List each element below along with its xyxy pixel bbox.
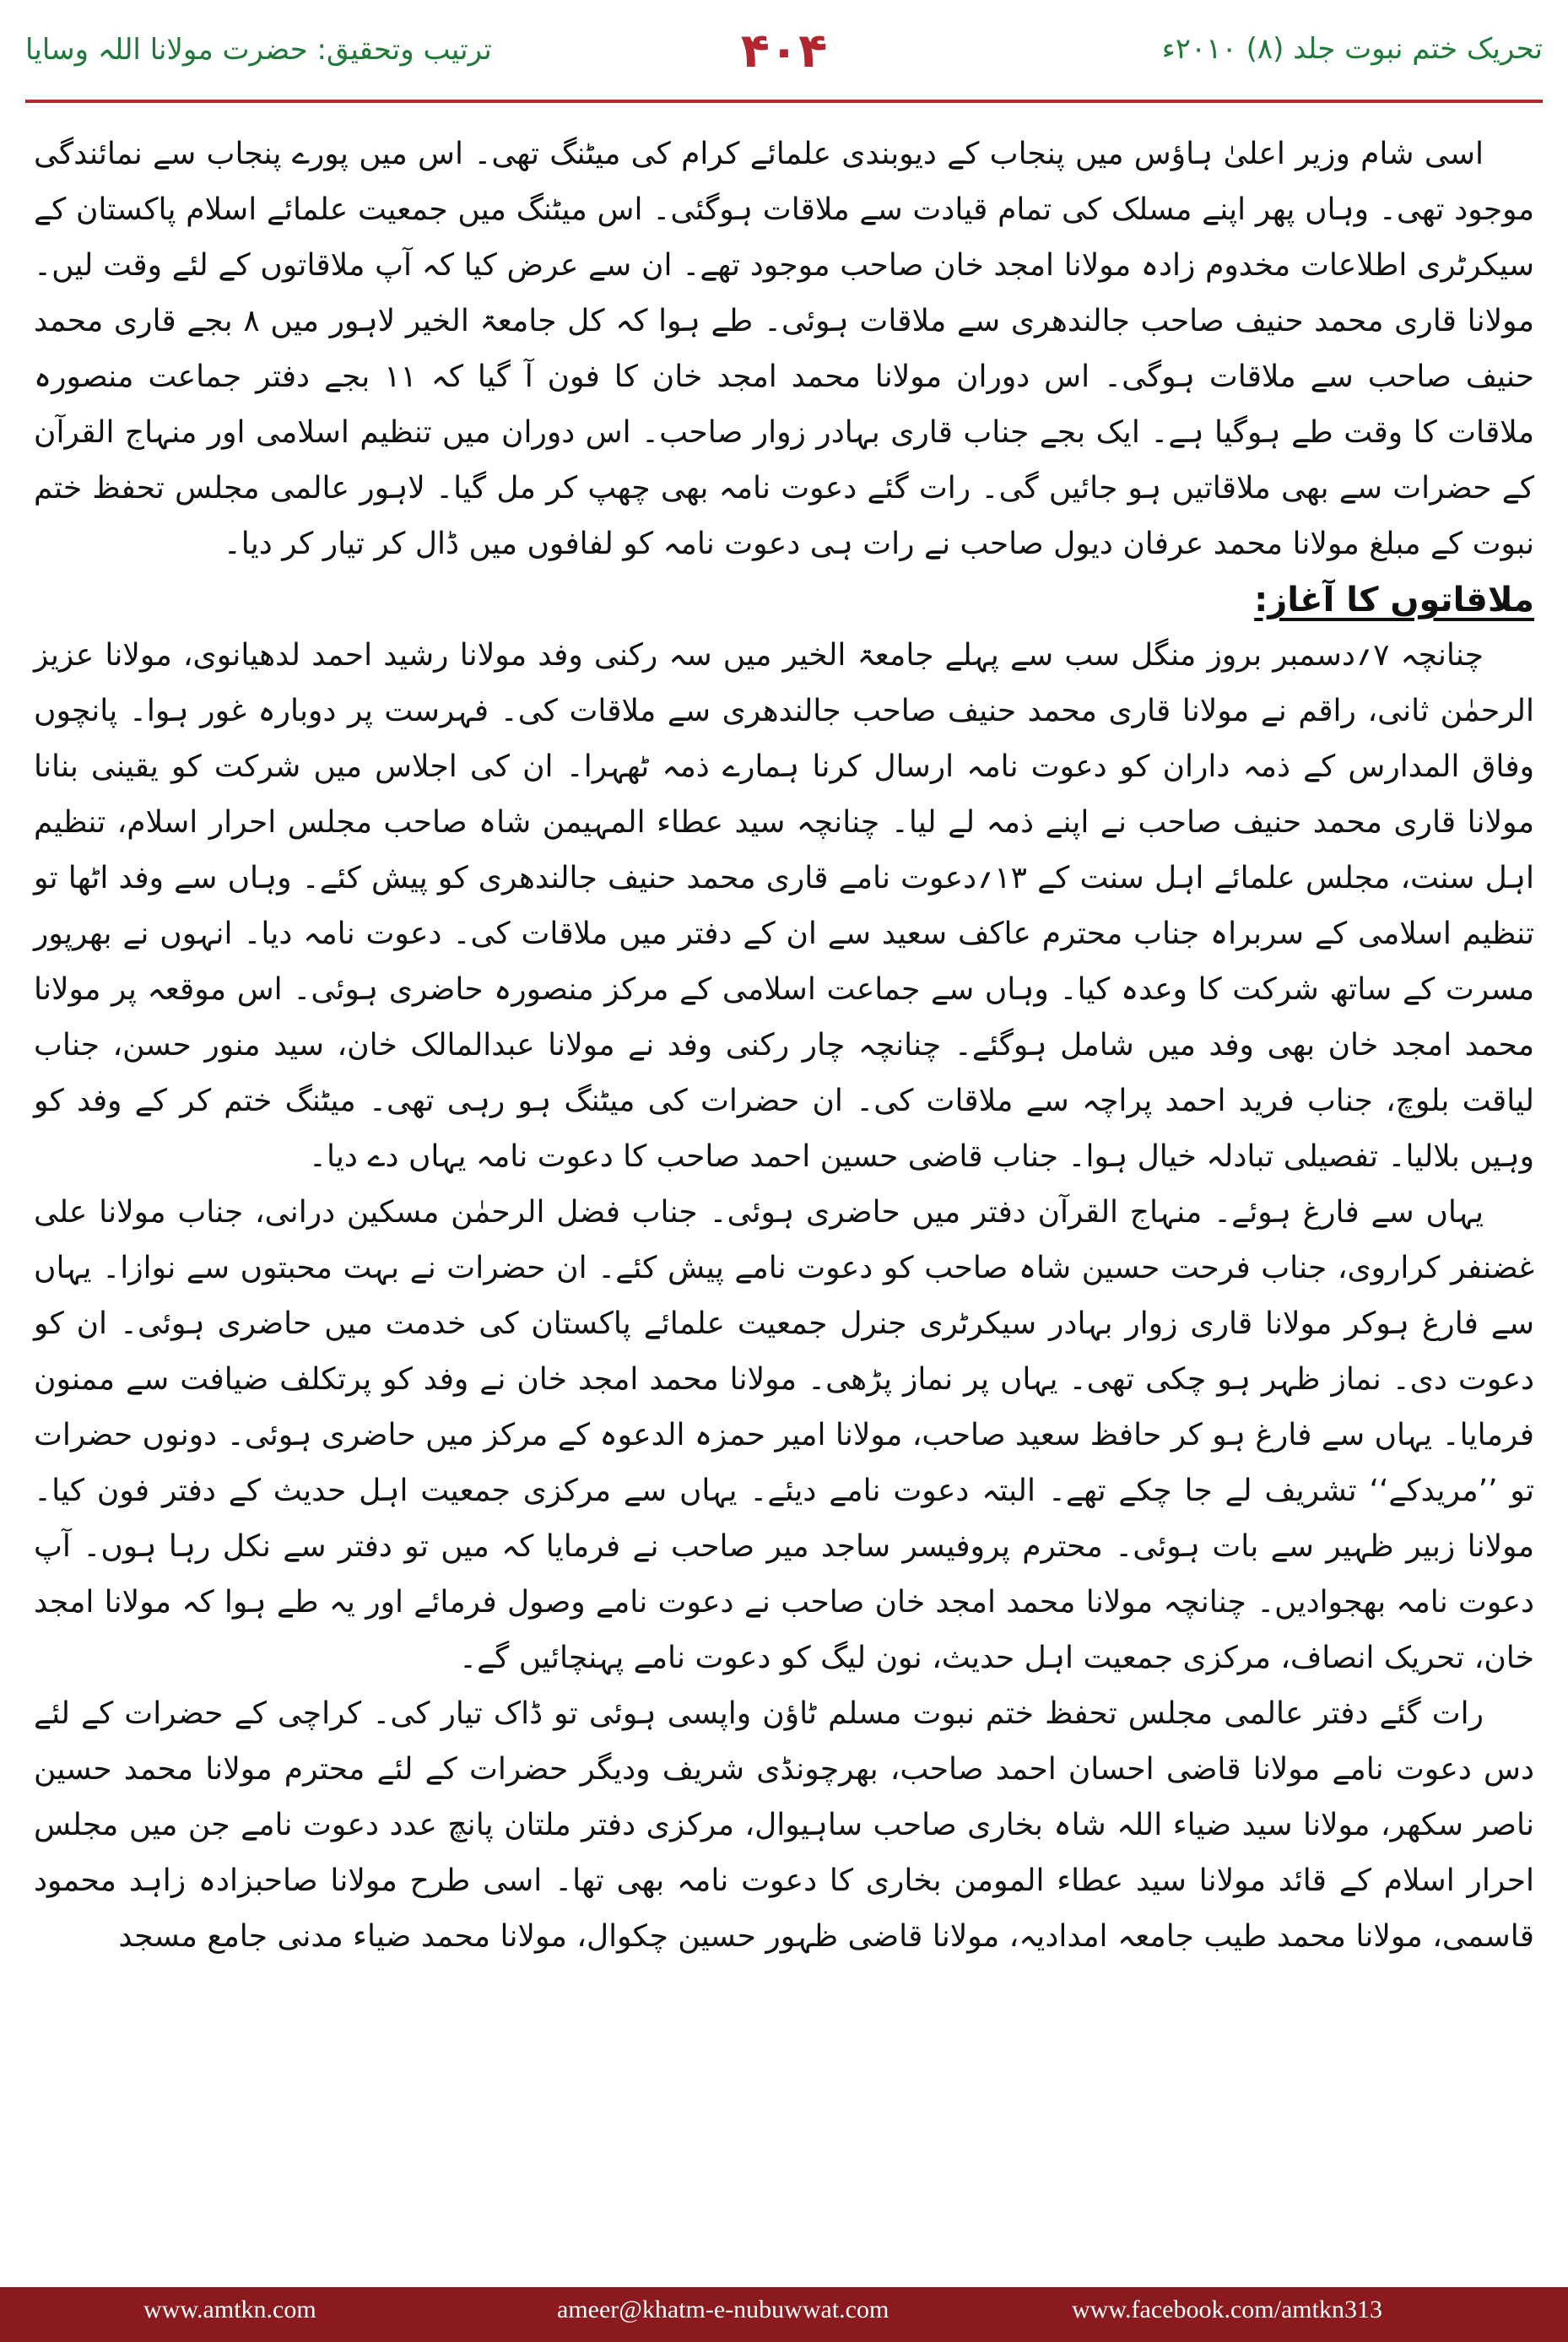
header-book-title: تحریک ختم نبوت جلد (۸) ۲۰۱۰ء	[1161, 32, 1543, 66]
paragraph-3: یہاں سے فارغ ہوئے۔ منہاج القرآن دفتر میں حاضری ہوئی۔ جناب فضل الرحمٰن مسکین درانی، جناب مولانا علی غضنفر کراروی، جناب فرحت حسین شاہ صاحب کو دعوت نامے پیش کئے۔ ان حضرات نے بہت محبتوں سے نوازا۔ یہاں سے فارغ ہوکر مولانا قاری زوار بہادر سیکرٹری جنرل جمعیت علمائے پاکستان کی خدمت میں حاضری ہوئی۔ ان کو دعوت دی۔ نماز ظہر ہو چکی تھی۔ یہاں پر نماز پڑھی۔ مولانا محمد امجد خان نے وفد کو پرتکلف ضیافت سے ممنون فرمایا۔ یہاں سے فارغ ہو کر حافظ سعید صاحب، مولانا امیر حمزہ الدعوہ کے مرکز میں حاضری ہوئی۔ دونوں حضرات تو ’’مریدکے‘‘ تشریف لے جا چکے تھے۔ البتہ دعوت نامے دیئے۔ یہاں سے مرکزی جمعیت اہل حدیث کے دفتر فون کیا۔ مولانا زبیر ظہیر سے بات ہوئی۔ محترم پروفیسر ساجد میر صاحب نے فرمایا کہ میں تو دفتر سے نکل رہا ہوں۔ آپ دعوت نامہ بھجوادیں۔ چنانچہ مولانا محمد امجد خان صاحب نے دعوت نامے وصول فرمائے اور یہ طے ہوا کہ مولانا امجد خان، تحریک انصاف، مرکزی جمعیت اہل حدیث، نون لیگ کو دعوت نامے پہنچائیں گے۔	[34, 1195, 1534, 1675]
paragraph-4: رات گئے دفتر عالمی مجلس تحفظ ختم نبوت مسلم ٹاؤن واپسی ہوئی تو ڈاک تیار کی۔ کراچی کے حضرات کے لئے دس دعوت نامے مولانا قاضی احسان احمد صاحب، بھرچونڈی شریف ودیگر حضرات کے لئے محترم مولانا محمد حسین ناصر سکھر، مولانا سید ضیاء اللہ شاہ بخاری صاحب ساہیوال، مرکزی دفتر ملتان پانچ عدد دعوت نامے جن میں مجلس احرار اسلام کے قائد مولانا سید عطاء المومن بخاری کا دعوت نامہ بھی تھا۔ اسی طرح مولانا صاحبزادہ زاہد محمود قاسمی، مولانا محمد طیب جامعہ امدادیہ، مولانا قاضی ظہور حسین چکوال، مولانا محمد ضیاء مدنی جامع مسجد	[34, 1696, 1534, 1954]
website-link[interactable]: www.amtkn.com	[143, 2296, 316, 2323]
facebook-link[interactable]: www.facebook.com/amtkn313	[1072, 2296, 1382, 2323]
header-author: ترتیب وتحقیق: حضرت مولانا اللہ وسایا	[25, 33, 492, 67]
page-header	[0, 0, 1568, 118]
header-divider	[25, 100, 1543, 103]
page-footer	[0, 2287, 1568, 2342]
page-body	[34, 127, 1534, 1965]
section-heading: ملاقاتوں کا آغاز:	[1254, 581, 1534, 619]
page-number: ۴۰۴	[740, 24, 828, 78]
paragraph-2: چنانچہ ۷؍دسمبر بروز منگل سب سے پہلے جامعۃ الخیر میں سہ رکنی وفد مولانا رشید احمد لدھیانوی، مولانا عزیز الرحمٰن ثانی، راقم نے مولانا قاری محمد حنیف صاحب جالندھری سے ملاقات کی۔ فہرست پر دوبارہ غور ہوا۔ پانچوں وفاق المدارس کے ذمہ داران کو دعوت نامہ ارسال کرنا ہمارے ذمہ ٹھہرا۔ ان کی اجلاس میں شرکت کو یقینی بنانا مولانا قاری محمد حنیف صاحب نے اپنے ذمہ لے لیا۔ چنانچہ سید عطاء المہیمن شاہ صاحب مجلس احرار اسلام، تنظیم اہل سنت، مجلس علمائے اہل سنت کے ۱۳؍دعوت نامے قاری محمد حنیف جالندھری کو پیش کئے۔ وہاں سے وفد اٹھا تو تنظیم اسلامی کے سربراہ جناب محترم عاکف سعید سے ان کے دفتر میں ملاقات کی۔ دعوت نامہ دیا۔ انہوں نے بھرپور مسرت کے ساتھ شرکت کا وعدہ کیا۔ وہاں سے جماعت اسلامی کے مرکز منصورہ حاضری ہوئی۔ اس موقعہ پر مولانا محمد امجد خان بھی وفد میں شامل ہوگئے۔ چنانچہ چار رکنی وفد نے مولانا عبدالمالک خان، سید منور حسن، جناب لیاقت بلوچ، جناب فرید احمد پراچہ سے ملاقات کی۔ ان حضرات کی میٹنگ ہو رہی تھی۔ میٹنگ ختم کر کے وفد کو وہیں بلالیا۔ تفصیلی تبادلہ خیال ہوا۔ جناب قاضی حسین احمد صاحب کا دعوت نامہ یہاں دے دیا۔	[34, 638, 1534, 1174]
email-link[interactable]: ameer@khatm-e-nubuwwat.com	[557, 2296, 889, 2323]
paragraph-1: اسی شام وزیر اعلیٰ ہاؤس میں پنجاب کے دیوبندی علمائے کرام کی میٹنگ تھی۔ اس میں پورے پنجاب سے نمائندگی موجود تھی۔ وہاں پھر اپنے مسلک کی تمام قیادت سے ملاقات ہوگئی۔ اس میٹنگ میں جمعیت علمائے اسلام پاکستان کے سیکرٹری اطلاعات مخدوم زادہ مولانا امجد خان صاحب موجود تھے۔ ان سے عرض کیا کہ آپ ملاقاتوں کے لئے وقت لیں۔ مولانا قاری محمد حنیف صاحب جالندھری سے ملاقات ہوئی۔ طے ہوا کہ کل جامعۃ الخیر لاہور میں ۸ بجے قاری محمد حنیف صاحب سے ملاقات ہوگی۔ اس دوران مولانا محمد امجد خان کا فون آ گیا کہ ۱۱ بجے دفتر جماعت منصورہ ملاقات کا وقت طے ہوگیا ہے۔ ایک بجے جناب قاری بہادر زوار صاحب۔ اس دوران میں تنظیم اسلامی اور منہاج القرآن کے حضرات سے بھی ملاقاتیں ہو جائیں گی۔ رات گئے دعوت نامہ بھی چھپ کر مل گیا۔ لاہور عالمی مجلس تحفظ ختم نبوت کے مبلغ مولانا محمد عرفان دیول صاحب نے رات ہی دعوت نامہ کو لفافوں میں ڈال کر تیار کر دیا۔	[34, 137, 1534, 561]
